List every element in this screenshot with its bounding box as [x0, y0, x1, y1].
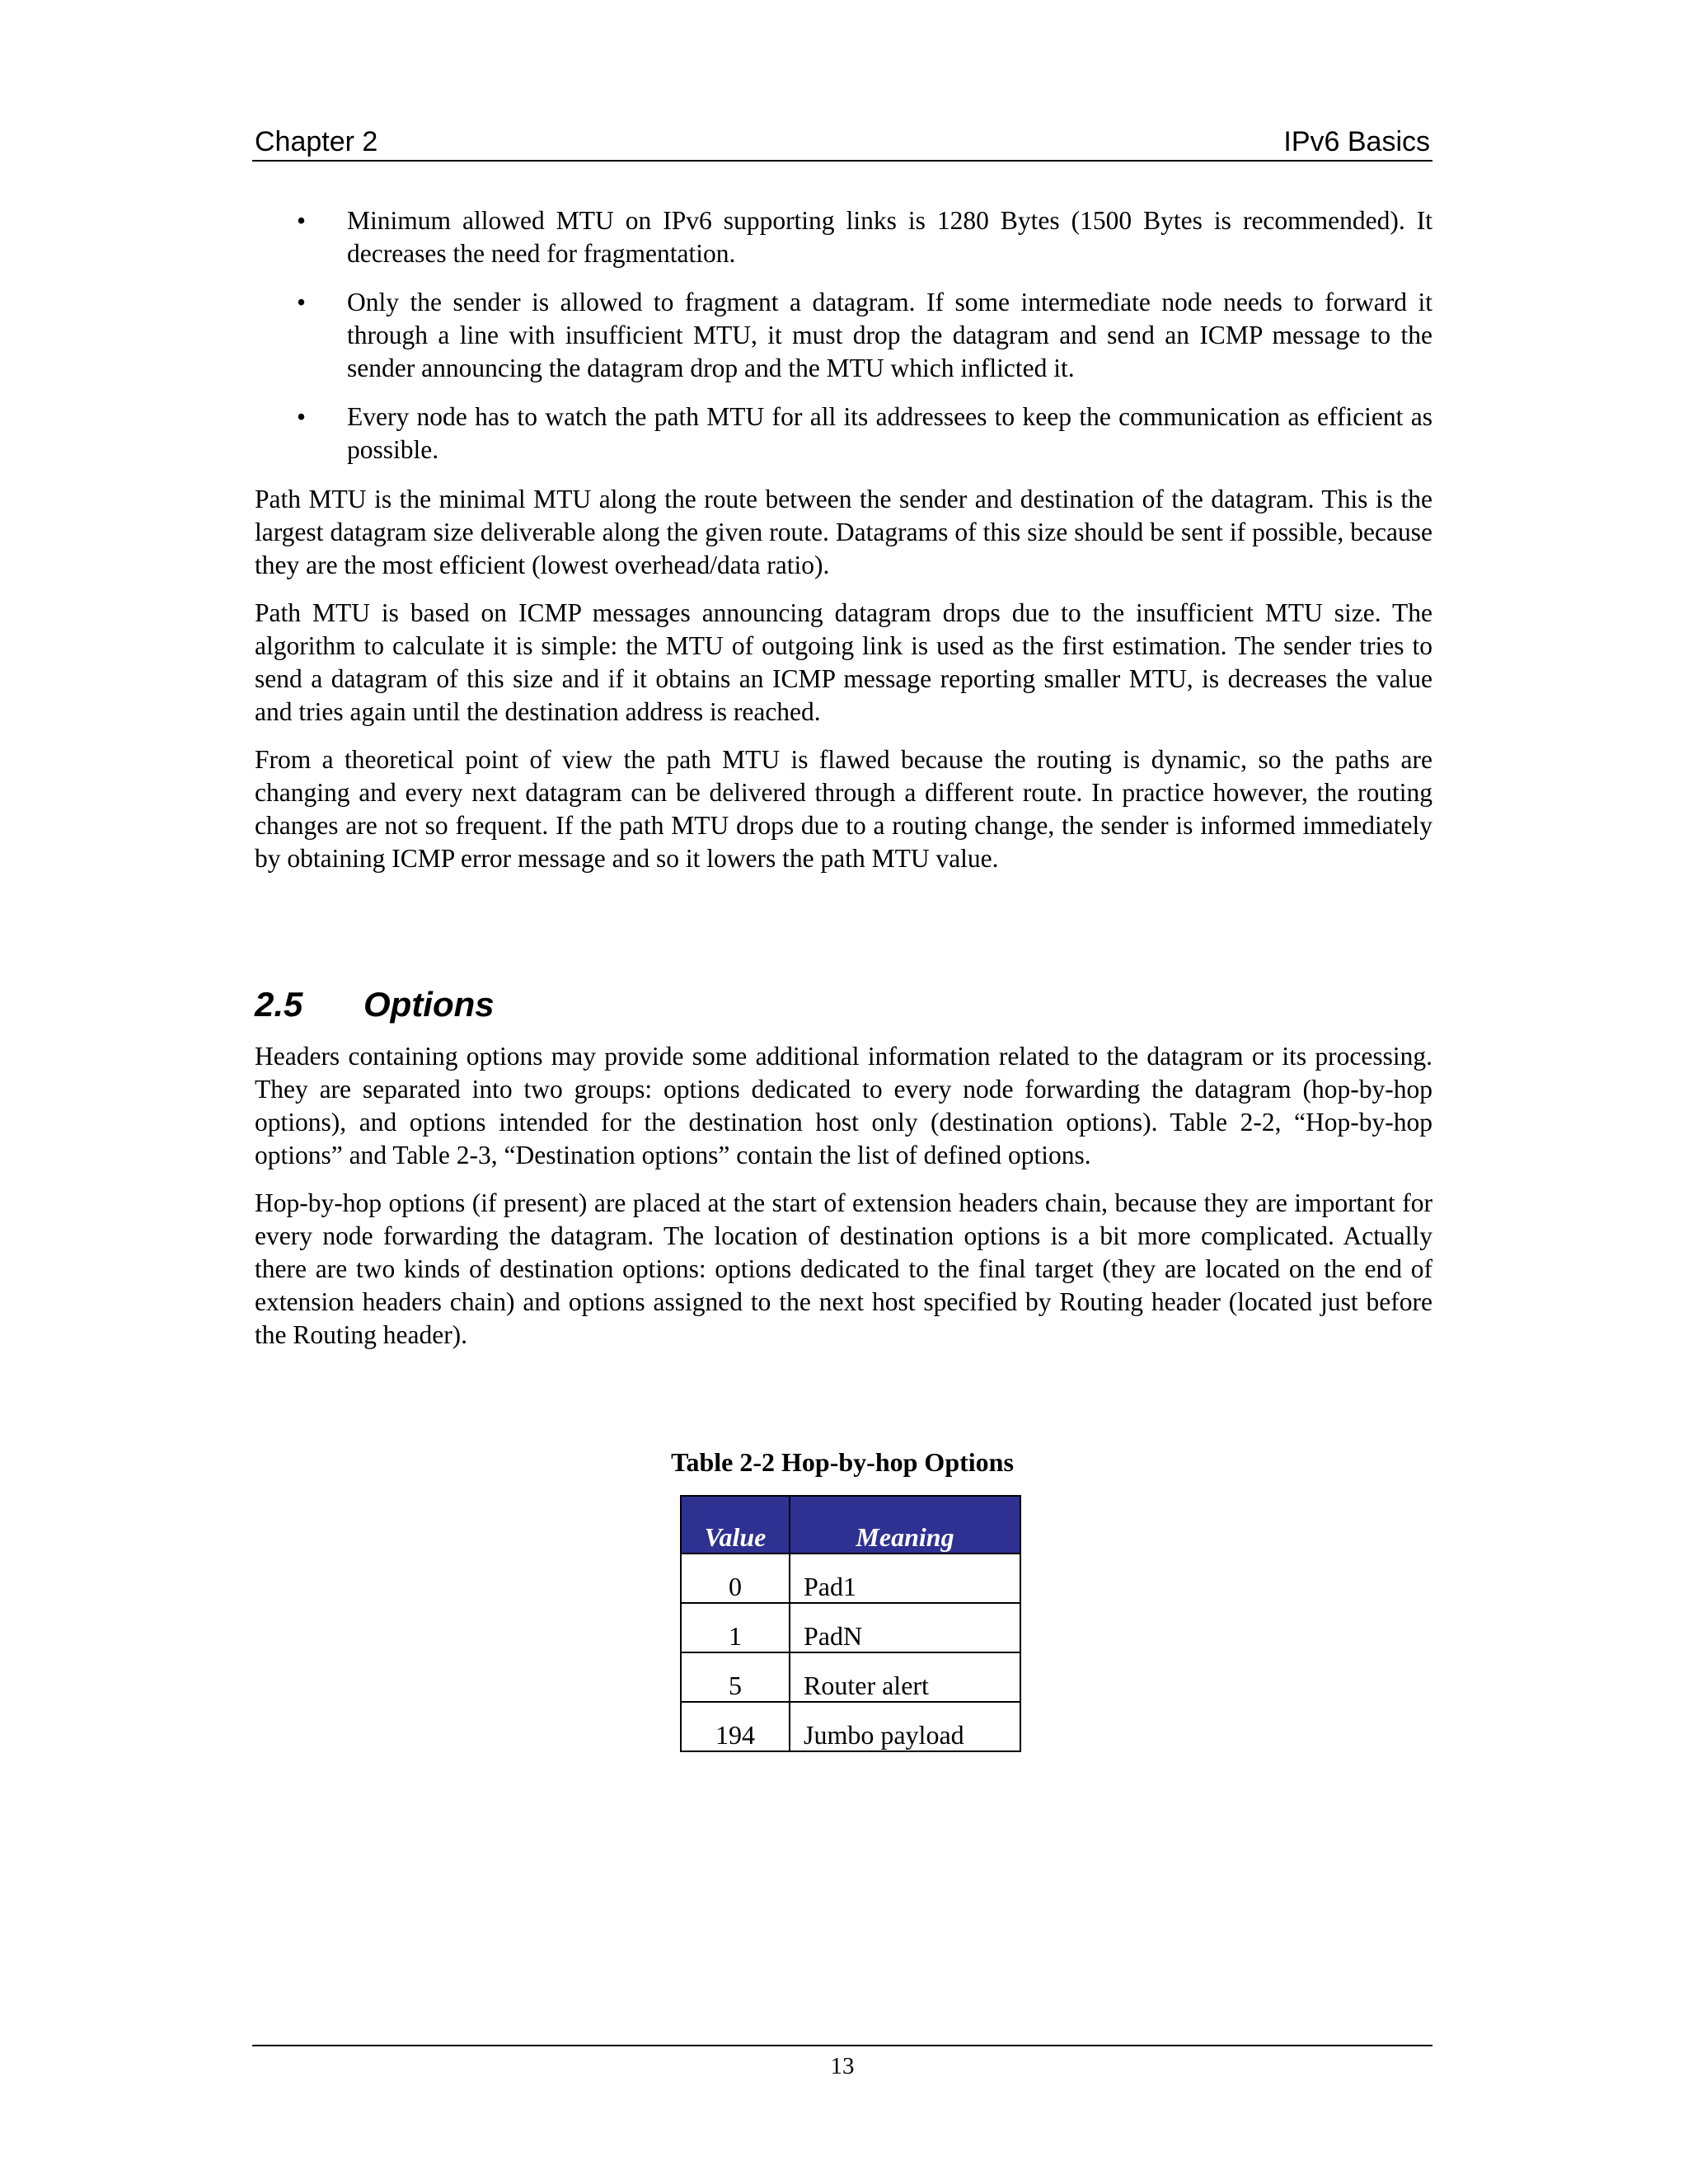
paragraph: Hop-by-hop options (if present) are placed at the start of extension headers chain, because they are important for every node forwarding the datagram. The location of destination options is a bit more complicated. Actually there are two kinds of destination options: options dedicated to the final target (they are located on the end of extension headers chain) and options assigned to the next host specified by Routing header (located just before the Routing header). [255, 1188, 1432, 1349]
section-heading [255, 983, 495, 1026]
bullet-icon: • [297, 288, 307, 316]
cell-meaning: PadN [790, 1603, 1020, 1652]
paragraph: From a theoretical point of view the path MTU is flawed because the routing is dynamic, so the paths are changing and every next datagram can be delivered through a different route. In practice however, the routing changes are not so frequent. If the path MTU drops due to a routing change, the sender is informed immediately by obtaining ICMP error message and so it lowers the path MTU value. [255, 745, 1432, 873]
bullet-text: Only the sender is allowed to fragment a datagram. If some intermediate node needs to forward it through a line with insufficient MTU, it must drop the datagram and send an ICMP message to the sender announcing the datagram drop and the MTU which inflicted it. [347, 288, 1432, 382]
cell-value: 0 [681, 1554, 790, 1603]
bullet-icon: • [297, 402, 307, 431]
page-number: 13 [830, 2053, 855, 2079]
cell-meaning: Jumbo payload [790, 1702, 1020, 1751]
header-title: IPv6 Basics [1283, 126, 1430, 157]
cell-meaning: Router alert [790, 1652, 1020, 1702]
table-caption: Table 2-2 Hop-by-hop Options [671, 1447, 1014, 1477]
column-header-value: Value [681, 1496, 790, 1554]
bullet-text: Every node has to watch the path MTU for all its addressees to keep the communication as efficient as possible. [347, 402, 1432, 464]
cell-value: 1 [681, 1603, 790, 1652]
paragraph: Path MTU is based on ICMP messages announcing datagram drops due to the insufficient MTU size. The algorithm to calculate it is simple: the MTU of outgoing link is used as the first estimation. The sender tries to send a datagram of this size and if it obtains an ICMP message reporting smaller MTU, is decreases the value and tries again until the destination address is reached. [255, 598, 1432, 726]
bullet-item [252, 401, 1432, 466]
cell-meaning: Pad1 [790, 1554, 1020, 1603]
table-row [681, 1702, 1020, 1751]
mtu-bullet-list [252, 204, 1432, 482]
path-mtu-paragraphs [255, 483, 1432, 890]
page-footer [252, 2045, 1432, 2083]
bullet-item [252, 286, 1432, 385]
bullet-text: Minimum allowed MTU on IPv6 supporting links is 1280 Bytes (1500 Bytes is recommended). It decreases the need for fragmentation. [347, 206, 1432, 268]
table-row [681, 1554, 1020, 1603]
table-header-row [681, 1496, 1020, 1554]
bullet-icon: • [297, 206, 307, 235]
table-row [681, 1652, 1020, 1702]
options-paragraphs [255, 1040, 1432, 1366]
header-chapter: Chapter 2 [255, 126, 378, 157]
bullet-item [252, 204, 1432, 270]
cell-value: 5 [681, 1652, 790, 1702]
running-header [252, 124, 1432, 162]
hop-by-hop-options-table [680, 1495, 1021, 1752]
section-number: 2.5 [255, 985, 303, 1024]
column-header-meaning: Meaning [790, 1496, 1020, 1554]
cell-value: 194 [681, 1702, 790, 1751]
table-row [681, 1603, 1020, 1652]
paragraph: Headers containing options may provide some additional information related to the datagram or its processing. They are separated into two groups: options dedicated to every node forwarding the datagram (hop-by-hop options), and options intended for the destination host only (destination options). Table 2-2, “Hop-by-hop options” and Table 2-3, “Destination options” contain the list of defined options. [255, 1042, 1432, 1169]
paragraph: Path MTU is the minimal MTU along the route between the sender and destination of the datagram. This is the largest datagram size deliverable along the given route. Datagrams of this size should be sent if possible, because they are the most efficient (lowest overhead/data ratio). [255, 485, 1432, 579]
section-title: Options [363, 985, 495, 1024]
document-page [252, 0, 1432, 2184]
